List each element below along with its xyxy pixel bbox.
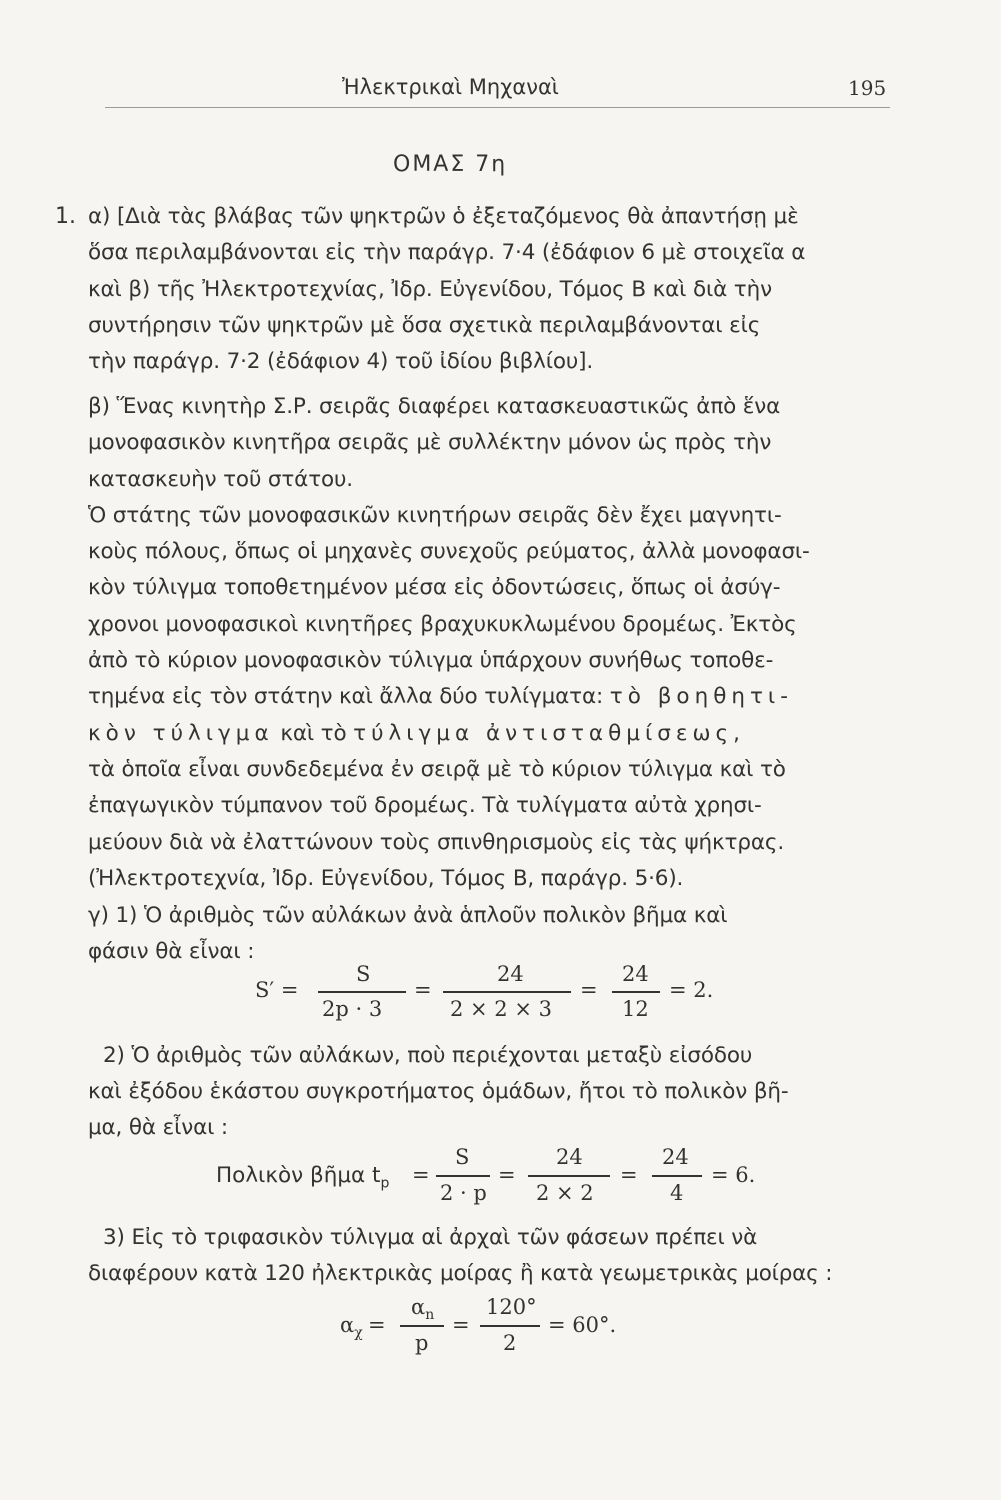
fraction-bar <box>436 1175 490 1177</box>
fraction-bar <box>480 1325 540 1327</box>
fraction-bar <box>612 991 660 993</box>
text-line: γ) 1) Ὁ ἀριθμὸς τῶν αὐλάκων ἀνὰ ἁπλοῦν πολικὸν βῆμα καὶ <box>88 903 728 928</box>
text-line: κοὺς πόλους, ὅπως οἱ μηχανὲς συνεχοῦς ρεύματος, ἀλλὰ μονοφασι- <box>88 539 810 565</box>
text-line: συντήρησιν τῶν ψηκτρῶν μὲ ὅσα σχετικὰ περιλαμβάνονται εἰς <box>88 312 761 338</box>
fraction-bar <box>443 991 571 993</box>
formula-lhs-text: Πολικὸν βῆμα t <box>216 1163 381 1188</box>
paragraph-a <box>88 199 805 380</box>
text-line: μεύουν διὰ νὰ ἐλαττώνουν τοὺς σπινθηρισμοὺς εἰς τὰς ψήκτρας. <box>88 829 785 855</box>
formula-equals: = <box>414 978 432 1002</box>
formula-denominator: 4 <box>670 1181 684 1205</box>
formula-denominator: 2 <box>503 1331 517 1355</box>
text-line: τὴν παράγρ. 7·2 (ἐδάφιον 4) τοῦ ἰδίου βιβλίου]. <box>88 349 594 375</box>
formula-denominator: p <box>415 1331 429 1355</box>
text-line: ὅσα περιλαμβάνονται εἰς τὴν παράγρ. 7·4 (ἐδάφιον 6 μὲ στοιχεῖα α <box>88 240 806 266</box>
text-line: Ὁ στάτης τῶν μονοφασικῶν κινητήρων σειρᾶς δὲν ἔχει μαγνητι- <box>88 502 782 528</box>
formula-equals: = <box>620 1163 638 1187</box>
formula-denominator: 2 · p <box>440 1181 487 1205</box>
formula-subscript: χ <box>354 1325 363 1342</box>
running-header-title: Ἠλεκτρικαὶ Μηχαναὶ <box>342 75 559 99</box>
text-line: 3) Εἰς τὸ τριφασικὸν τύλιγμα αἱ ἀρχαὶ τῶν φάσεων πρέπει νὰ <box>103 1225 758 1250</box>
text-line: διαφέρουν κατὰ 120 ἠλεκτρικὰς μοίρας ἢ κατὰ γεωμετρικὰς μοίρας : <box>88 1261 833 1286</box>
formula-numerator <box>411 1295 434 1323</box>
formula-equals: = <box>368 1313 386 1337</box>
formula-lhs <box>216 1163 389 1191</box>
paragraph-b <box>88 389 810 897</box>
text-line <box>88 679 810 715</box>
formula-numerator: 24 <box>662 1145 689 1169</box>
section-title: ΟΜΑΣ 7η <box>393 152 508 177</box>
text-line: β) Ἕνας κινητὴρ Σ.Ρ. σειρᾶς διαφέρει κατασκευαστικῶς ἀπὸ ἕνα <box>88 394 781 419</box>
formula-numerator: 24 <box>556 1145 583 1169</box>
fraction-bar <box>318 991 406 993</box>
formula-result: = 6. <box>711 1163 756 1187</box>
formula-result: = 60°. <box>548 1313 617 1337</box>
text-line: α) [Διὰ τὰς βλάβας τῶν ψηκτρῶν ὁ ἐξεταζόμενος θὰ ἀπαντήσῃ μὲ <box>88 204 799 229</box>
formula-lhs: S′ = <box>255 978 299 1002</box>
text-line: τὰ ὁποῖα εἶναι συνδεδεμένα ἐν σειρᾷ μὲ τὸ κύριον τύλιγμα καὶ τὸ <box>88 756 786 782</box>
page-number: 195 <box>848 76 887 100</box>
text-line: καὶ β) τῆς Ἠλεκτροτεχνίας, Ἰδρ. Εὐγενίδου, Τόμος Β καὶ διὰ τὴν <box>88 276 772 302</box>
text-line: 2) Ὁ ἀριθμὸς τῶν αὐλάκων, ποὺ περιέχονται μεταξὺ εἰσόδου <box>103 1043 753 1068</box>
formula-equals: = <box>452 1313 470 1337</box>
text-segment: τημένα εἰς τὸν στάτην καὶ ἄλλα δύο τυλίγματα: <box>88 684 610 710</box>
text-line: κατασκευὴν τοῦ στάτου. <box>88 466 353 492</box>
spaced-term: τύλιγμα ἀντισταθμίσεως, <box>353 720 745 746</box>
paragraph-c2 <box>103 1038 752 1074</box>
formula-equals: = <box>498 1163 516 1187</box>
formula-numerator-text: α <box>411 1295 426 1319</box>
formula-numerator: 24 <box>622 962 649 986</box>
formula-equals: = <box>580 978 598 1002</box>
formula-equals: = <box>412 1163 430 1187</box>
fraction-bar <box>528 1175 610 1177</box>
text-line <box>88 716 810 752</box>
paragraph-c2-continued <box>88 1074 788 1147</box>
text-line: κὸν τύλιγμα τοποθετημένον μέσα εἰς ὀδοντώσεις, ὅπως οἱ ἀσύγ- <box>88 575 781 601</box>
text-line: ἀπὸ τὸ κύριον μονοφασικὸν τύλιγμα ὑπάρχουν συνήθως τοποθε- <box>88 648 774 674</box>
spaced-term: κὸν τύλιγμα <box>88 720 274 746</box>
formula-numerator: S <box>356 962 371 986</box>
formula-denominator: 2 × 2 × 3 <box>450 997 552 1021</box>
formula-result: = 2. <box>669 978 714 1002</box>
text-line: φάσιν θὰ εἶναι : <box>88 939 255 965</box>
formula-denominator: 12 <box>622 997 649 1021</box>
formula-denominator: 2p · 3 <box>322 997 383 1021</box>
text-segment: καὶ τὸ <box>273 720 354 746</box>
formula-numerator: 120° <box>486 1295 537 1319</box>
paragraph-c3-continued <box>88 1256 832 1292</box>
fraction-bar <box>400 1325 444 1327</box>
fraction-bar <box>652 1175 702 1177</box>
formula-subscript: p <box>380 1175 390 1192</box>
text-line: μονοφασικὸν κινητῆρα σειρᾶς μὲ συλλέκτην μόνον ὡς πρὸς τὴν <box>88 430 772 456</box>
spaced-term: τὸ βοηθητι- <box>609 684 793 710</box>
paragraph-c1 <box>88 898 727 971</box>
formula-denominator: 2 × 2 <box>536 1181 594 1205</box>
text-line: χρονοι μονοφασικοὶ κινητῆρες βραχυκυκλωμένου δρομέως. Ἐκτὸς <box>88 611 797 637</box>
header-rule <box>105 107 890 108</box>
formula-numerator: S <box>455 1145 470 1169</box>
text-line: ἐπαγωγικὸν τύμπανον τοῦ δρομέως. Τὰ τυλίγματα αὐτὰ χρησι- <box>88 793 762 819</box>
formula-lhs <box>340 1313 363 1341</box>
formula-subscript: n <box>425 1307 435 1324</box>
text-line: (Ἠλεκτροτεχνία, Ἰδρ. Εὐγενίδου, Τόμος Β, παράγρ. 5·6). <box>88 865 684 891</box>
formula-lhs-text: α <box>340 1313 355 1337</box>
text-line: καὶ ἐξόδου ἑκάστου συγκροτήματος ὁμάδων, ἤτοι τὸ πολικὸν βῆ- <box>88 1079 789 1104</box>
paragraph-c3 <box>103 1220 757 1256</box>
item-number: 1. <box>55 204 76 229</box>
formula-numerator: 24 <box>497 962 524 986</box>
text-line: μα, θὰ εἶναι : <box>88 1115 229 1141</box>
